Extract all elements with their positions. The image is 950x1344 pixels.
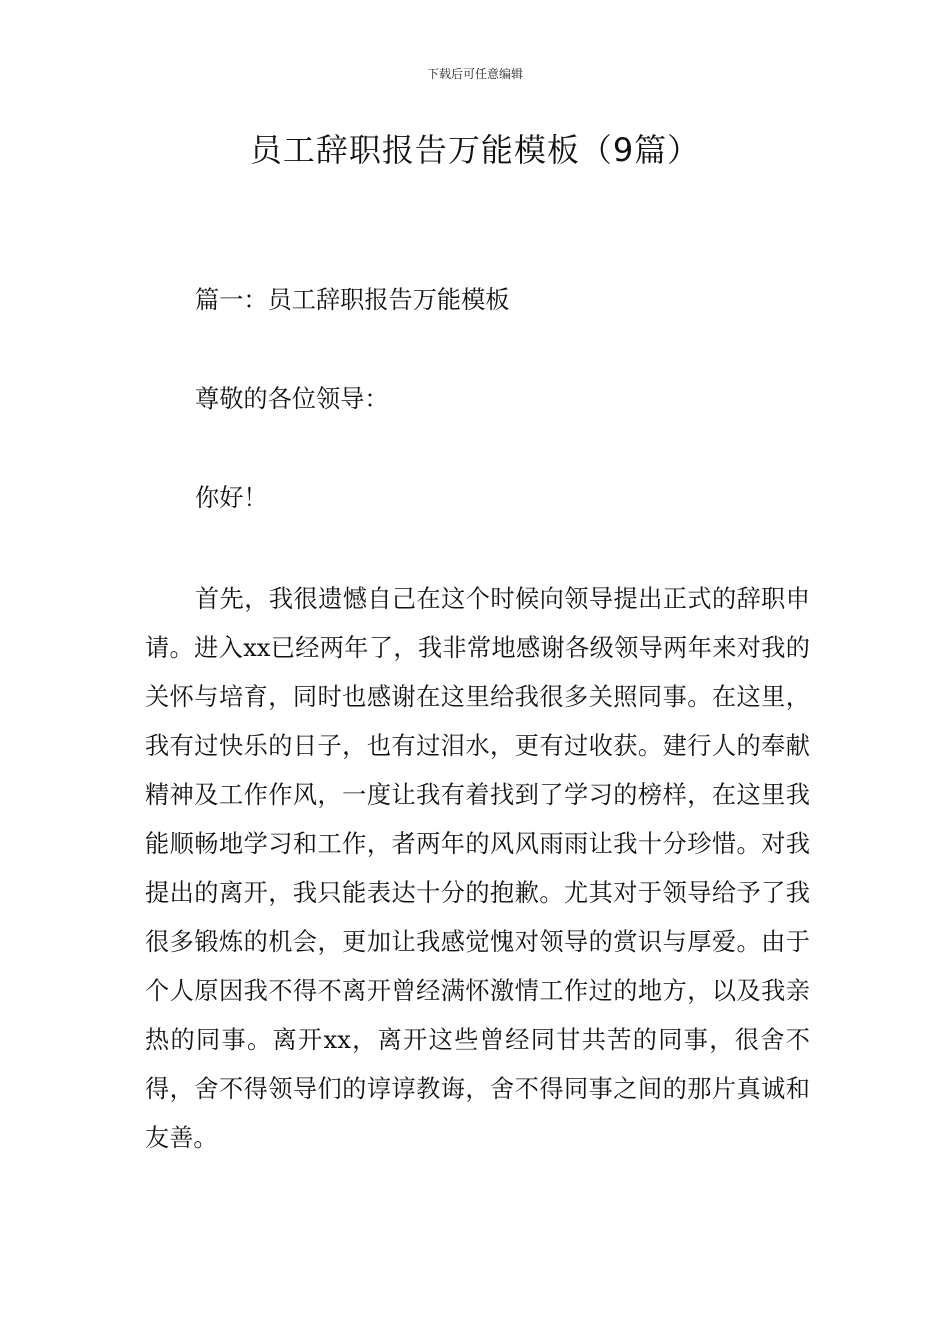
body-paragraph: 首先，我很遗憾自己在这个时候向领导提出正式的辞职申请。进入xx已经两年了，我非常地感谢各级领导两年来对我的关怀与培育，同时也感谢在这里给我很多关照同事。在这里，我有过快乐的日子，也有过泪水，更有过收获。建行人的奉献精神及工作作风，一度让我有着找到了学习的榜样，在这里我能顺畅地学习和工作，者两年的风风雨雨让我十分珍惜。对我提出的离开，我只能表达十分的抱歉。尤其对于领导给予了我很多锻炼的机会，更加让我感觉愧对领导的赏识与厚爱。由于个人原因我不得不离开曾经满怀激情工作过的地方，以及我亲热的同事。离开xx，离开这些曾经同甘共苦的同事，很舍不得，舍不得领导们的谆谆教诲，舍不得同事之间的那片真诚和友善。 xyxy=(145,585,810,1152)
header-note: 下载后可任意编辑 xyxy=(426,67,523,81)
greeting: 你好！ xyxy=(195,484,268,512)
document-title: 员工辞职报告万能模板（9篇） xyxy=(249,131,701,169)
section-heading: 篇一：员工辞职报告万能模板 xyxy=(195,286,510,314)
salutation: 尊敬的各位领导： xyxy=(195,385,389,413)
